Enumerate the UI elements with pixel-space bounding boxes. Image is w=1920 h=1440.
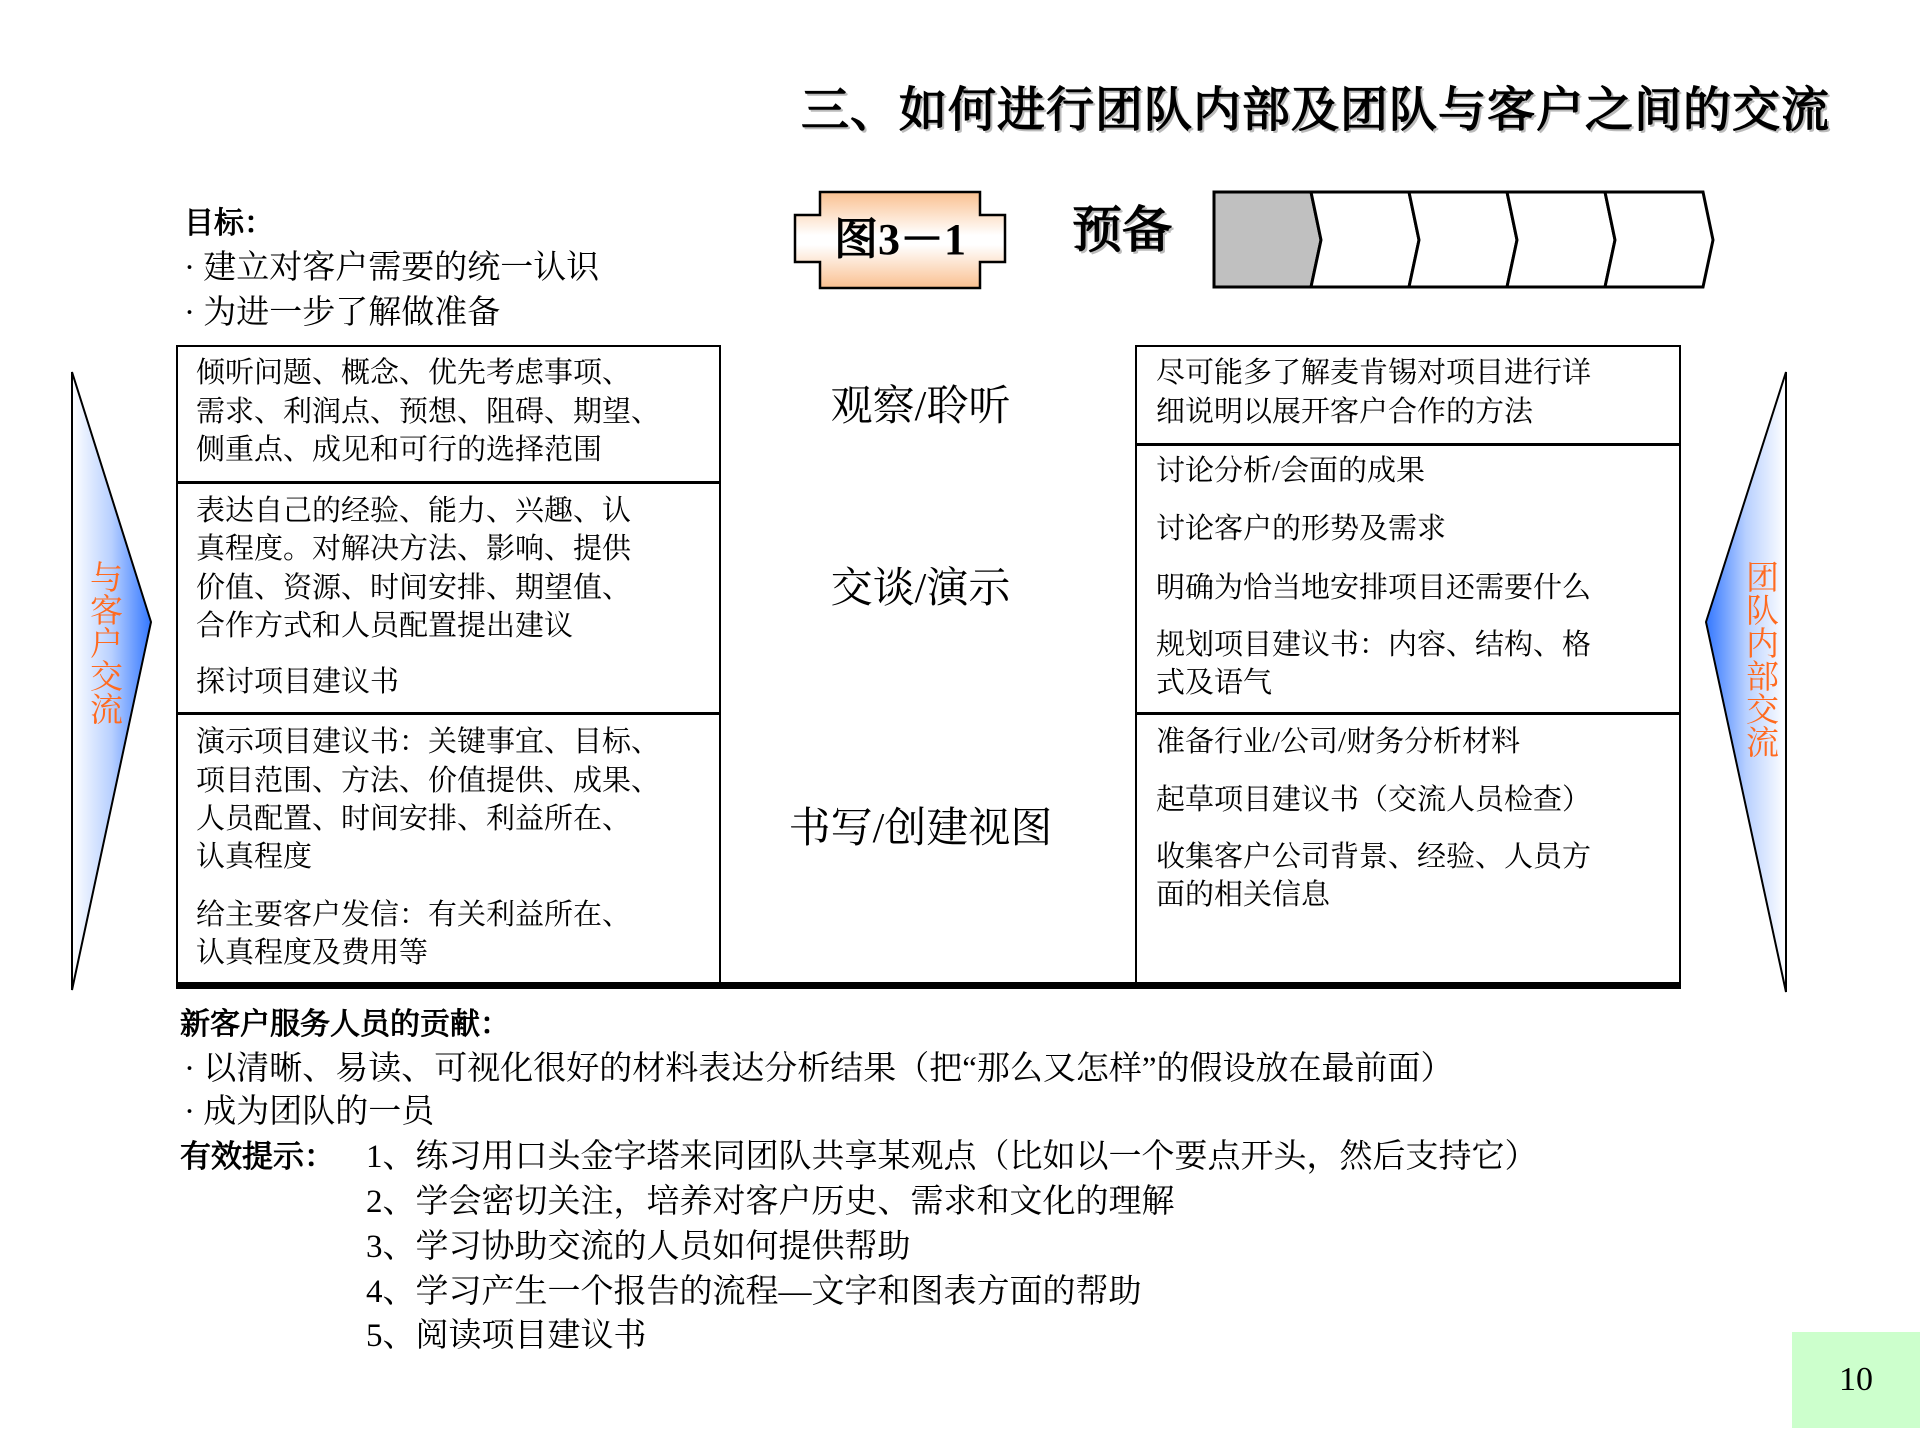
right-cell-line: 讨论客户的形势及需求 [1156, 513, 1447, 545]
team-communication-label [1740, 560, 1780, 766]
stage-segment-4 [1507, 192, 1615, 287]
right-cell-line: 明确为恰当地安排项目还需要什么 [1156, 572, 1592, 604]
left-cell-line: 项目范围、方法、价值提供、成果、 [196, 765, 661, 797]
left-cell-line: 认真程度 [196, 841, 313, 873]
right-cell-line: 收集客户公司背景、经验、人员方 [1156, 841, 1592, 873]
goal-item: · 建立对客户需要的统一认识 [184, 250, 600, 286]
left-cell-line: 倾听问题、概念、优先考虑事项、 [196, 357, 632, 389]
page-number: 10 [1792, 1332, 1920, 1428]
page-title: 三、如何进行团队内部及团队与客户之间的交流 [800, 82, 1830, 138]
right-cell-line: 尽可能多了解麦肯锡对项目进行详 [1156, 357, 1592, 389]
left-cell-line: 给主要客户发信：有关利益所在、 [196, 899, 632, 931]
left-cell-line: 人员配置、时间安排、利益所在、 [196, 803, 632, 835]
matrix-bottom-rule [176, 982, 1681, 989]
left-cell-line: 真程度。对解决方法、影响、提供 [196, 533, 632, 565]
left-cell-line: 价值、资源、时间安排、期望值、 [196, 572, 632, 604]
figure-badge: 图3－1 [834, 215, 966, 264]
client-communication-text: 与客户交流 [85, 560, 124, 725]
tip-item: 4、学习产生一个报告的流程—文字和图表方面的帮助 [366, 1274, 1142, 1310]
right-row-divider [1135, 443, 1681, 446]
right-cell-line: 起草项目建议书（交流人员检查） [1156, 784, 1592, 816]
center-label-talk: 交谈/演示 [830, 566, 1011, 612]
left-cell-line: 认真程度及费用等 [196, 937, 429, 969]
center-label-write: 书写/创建视图 [788, 806, 1053, 852]
tip-item: 2、学会密切关注，培养对客户历史、需求和文化的理解 [366, 1184, 1175, 1220]
left-cell-line: 表达自己的经验、能力、兴趣、认 [196, 495, 632, 527]
right-cell-line: 细说明以展开客户合作的方法 [1156, 396, 1534, 428]
tip-item: 5、阅读项目建议书 [366, 1318, 647, 1354]
right-row-divider [1135, 712, 1681, 715]
right-cell-line: 讨论分析/会面的成果 [1156, 455, 1426, 487]
stage-progress-bar [1210, 188, 1720, 292]
left-cell-line: 需求、利润点、预想、阻碍、期望、 [196, 396, 661, 428]
tip-item: 3、学习协助交流的人员如何提供帮助 [366, 1229, 911, 1265]
left-cell-line: 探讨项目建议书 [196, 666, 400, 698]
right-cell-line: 式及语气 [1156, 667, 1273, 699]
left-cell-line: 侧重点、成见和可行的选择范围 [196, 434, 603, 466]
contribution-item: · 以清晰、易读、可视化很好的材料表达分析结果（把“那么又怎样”的假设放在最前面） [184, 1051, 1454, 1087]
goals-heading: 目标： [184, 206, 274, 241]
center-label-observe: 观察/聆听 [830, 384, 1011, 430]
goal-item: · 为进一步了解做准备 [184, 295, 501, 331]
right-cell-line: 规划项目建议书：内容、结构、格 [1156, 629, 1592, 661]
team-communication-text: 团队内部交流 [1741, 560, 1780, 758]
stage-label: 预备 [1072, 201, 1172, 259]
stage-segment-2 [1311, 192, 1419, 287]
left-row-divider [176, 712, 721, 715]
left-cell-line: 演示项目建议书：关键事宜、目标、 [196, 726, 661, 758]
stage-segment-3 [1409, 192, 1517, 287]
tip-item: 1、练习用口头金字塔来同团队共享某观点（比如以一个要点开头，然后支持它） [366, 1139, 1538, 1175]
contribution-item: · 成为团队的一员 [184, 1094, 435, 1130]
contribution-heading: 新客户服务人员的贡献： [180, 1007, 510, 1042]
tips-heading: 有效提示： [180, 1139, 335, 1175]
client-communication-label [84, 560, 124, 733]
right-cell-line: 准备行业/公司/财务分析材料 [1156, 726, 1521, 758]
stage-segment-1 [1214, 192, 1321, 287]
stage-segment-5 [1605, 192, 1713, 287]
left-cell-line: 合作方式和人员配置提出建议 [196, 610, 574, 642]
left-row-divider [176, 481, 721, 484]
right-cell-line: 面的相关信息 [1156, 879, 1331, 911]
